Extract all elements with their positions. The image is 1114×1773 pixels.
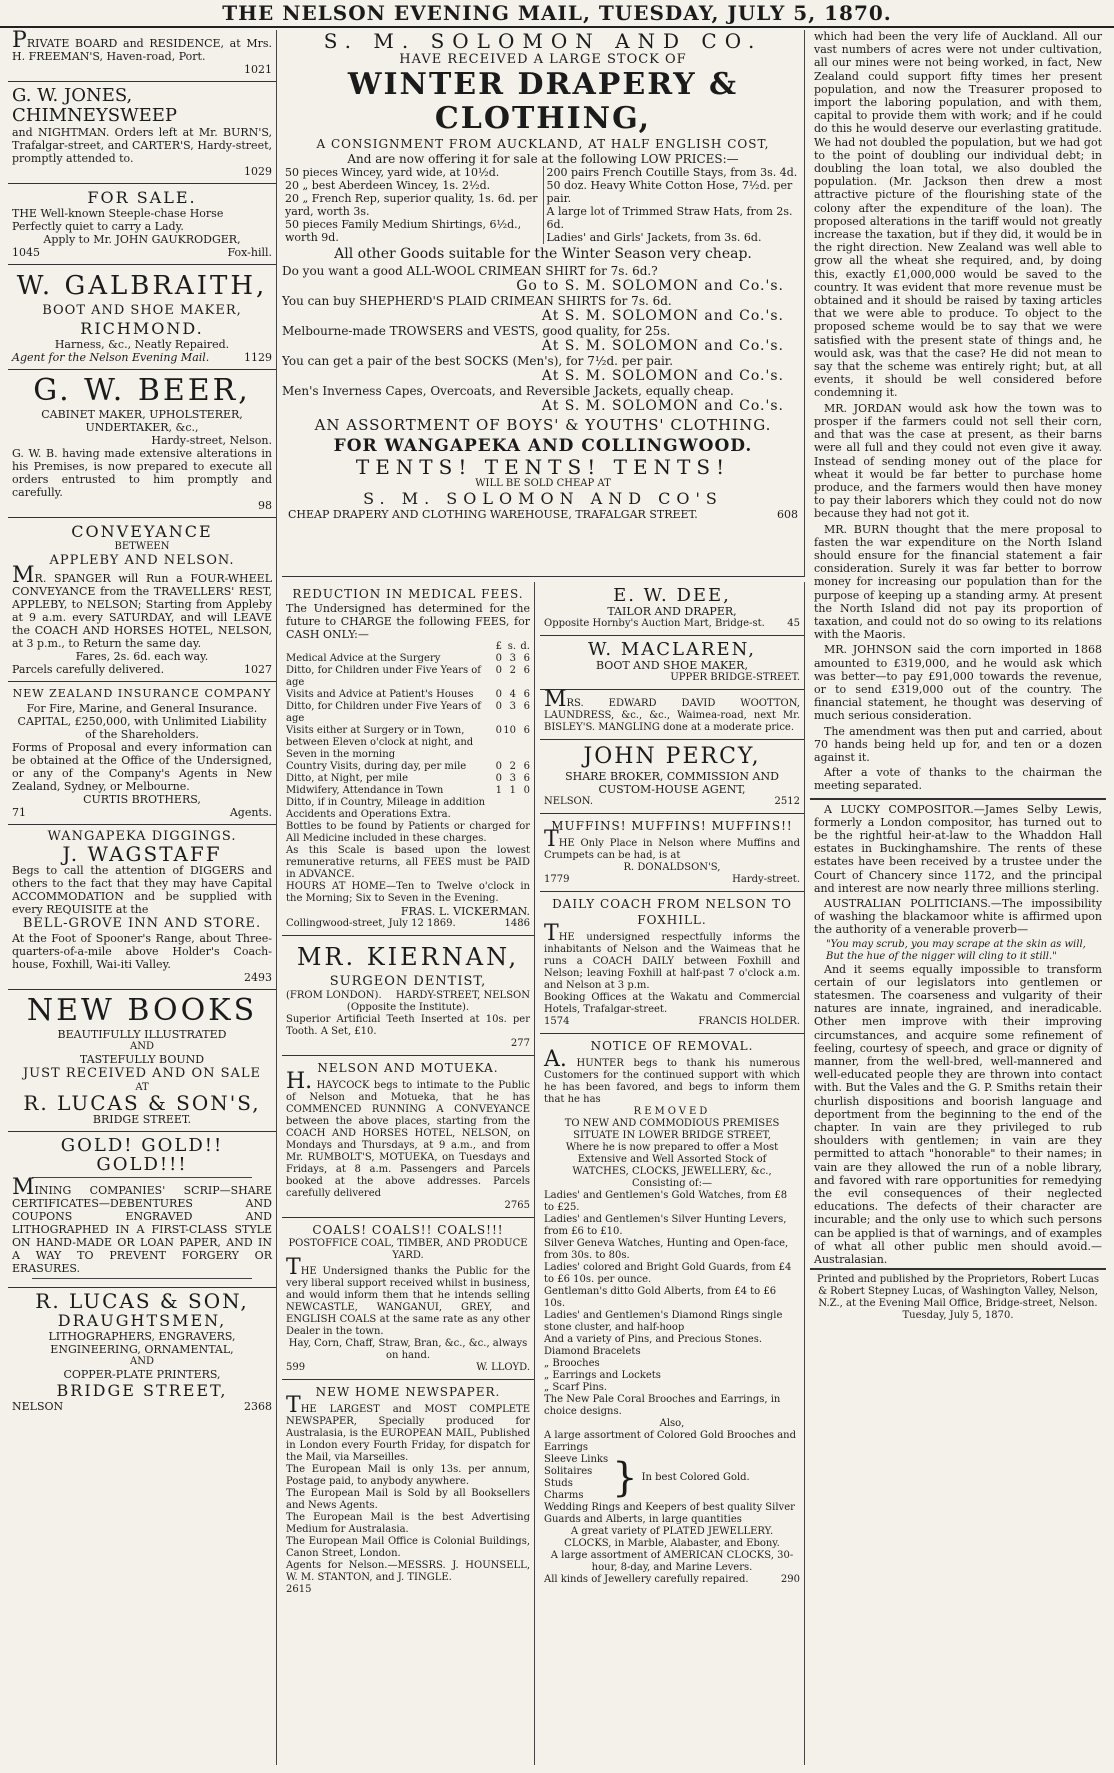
ad-coals: COALS! COALS!! COALS!!! POSTOFFICE COAL, TIMBER, AND PRODUCE YARD. THE Undersigned thanks the Public for the very liberal support received whilst in business, and would inform them that he intends selling NEWCASTLE, WANGANUI, GREY, and ENGLISH COALS at the same rate as any other Dealer in the town. Hay, Corn, Chaff, Straw, Bran, &c., &c., always on hand. 599 W. LLOYD.	[282, 1218, 534, 1380]
list-item: Ladies' and Gentlemen's Silver Hunting Levers, from £6 to £10.	[544, 1214, 787, 1237]
column-advertisements-middle-right	[540, 582, 805, 1765]
brace-icon: }	[612, 1455, 638, 1501]
ad-daily-coach: DAILY COACH FROM NELSON TO FOXHILL. THE undersigned respectfully informs the inhabitants of Nelson and the Waimeas that he runs a COACH DAILY between Foxhill and Nelson; leaving Foxhill at half-past 7 o'clock a.m. and Nelson at 3 p.m. Booking Offices at the Wakatu and Commercial Hotels, Trafalgar-street. 1574 FRANCIS HOLDER.	[540, 892, 804, 1034]
ad-private-board: PRIVATE BOARD and RESIDENCE, at Mrs. H. FREEMAN'S, Haven-road, Port. 1021	[8, 30, 276, 82]
masthead: THE NELSON EVENING MAIL, TUESDAY, JULY 5, 1870.	[0, 0, 1114, 28]
ad-nelson-motueka: NELSON AND MOTUEKA. H. HAYCOCK begs to intimate to the Public of Nelson and Motueka, that he has COMMENCED RUNNING A CONVEYANCE between the above places, starting from the COACH AND HORSES HOTEL, NELSON, on Mondays and Thursdays, at 9 a.m., and from Mr. RUMBOLT'S, MOTUEKA, on Tuesdays and Fridays, at 8 a.m. Passengers and Parcels booked at the above addresses. Parcels carefully delivered 2765	[282, 1056, 534, 1218]
list-item: Ladies' and Gentlemen's Diamond Rings single stone cluster, and half-hoop	[544, 1310, 783, 1333]
table-row: Ditto, if in Country, Mileage in addition	[286, 797, 486, 808]
ad-john-percy: JOHN PERCY, SHARE BROKER, COMMISSION AND CUSTOM-HOUSE AGENT, NELSON. 2512	[540, 740, 804, 814]
ad-gold: GOLD! GOLD!! GOLD!!! MINING COMPANIES' SCRIP—SHARE CERTIFICATES—DEBENTURES AND COUPONS ENGRAVED AND LITHOGRAPHED IN A FIRST-CLASS STYLE ON HAND-MADE OR LOAN PAPER, AND IN A WAY TO PREVENT FORGERY OR ERASURES.	[8, 1132, 276, 1288]
ad-medical-fees: REDUCTION IN MEDICAL FEES. The Undersigned has determined for the future to CHARGE the following FEES, for CASH ONLY:— £ s. d. Medical Advice at the Surgery 0 3 6 Ditto, for Children under Five Years of age 0 2 6 Visits and Advice at Patient's Houses 0 4 6 Ditto, for Children under Five Years of age 0 3 6 Visits either at Surgery or in Town, between Eleven o'clock at night, and Seven in the morning 0 10 6 Country Visits, during day, per mile 0 2 6 Ditto, at Night, per mile 0 3 6 Midwifery, Attendance in Town 1 1 0 Ditto, if in Country, Mileage in addition Accidents and Operations Extra. Bottles to be found by Patients or charged for All Medicine included in these charges. As this Scale is based upon the lowest remunerative returns, all FEES must be PAID in ADVANCE. HOURS AT HOME—Ten to Twelve o'clock in the Morning; Six to Seven in the Evening. FRAS. L. VICKERMAN. Collingwood-street, July 12 1869. 1486	[282, 582, 534, 936]
ad-wootton-laundress: MRS. EDWARD DAVID WOOTTON, LAUNDRESS, &c., &c., Waimea-road, next Mr. BISLEY'S. MANGLING done at a moderate price.	[540, 690, 804, 740]
imprint: Printed and published by the Proprietors, Robert Lucas & Robert Stepney Lucas, of Washington Valley, Nelson, N.Z., at the Evening Mail Office, Bridge-street, Nelson. Tuesday, July 5, 1870.	[810, 1268, 1106, 1326]
table-row: Medical Advice at the Surgery 0 3 6	[286, 653, 530, 664]
column-advertisements-middle-left	[282, 582, 535, 1765]
table-row: Country Visits, during day, per mile 0 2 6	[286, 761, 530, 772]
ad-for-sale-horse: FOR SALE. THE Well-known Steeple-chase Horse Perfectly quiet to carry a Lady. Apply to Mr. JOHN GAUKRODGER, 1045 Fox-hill.	[8, 184, 276, 265]
editorial-report: which had been the very life of Auckland. All our vast numbers of acres were not under cultivation, all our mines were not being worked, in fact, New Zealand could support fifty times her present population, and now the Treasurer proposed to import the laboring population, and with them, capital to provide them with work; and if he could do this he would deserve our everlasting gratitude. We had not doubled the population, but we had got to the point of doubling our individual debt; in doubling the loan total, we also doubled the population. (Mr. Jackson then drew a most attractive picture of the flourishing state of the colony after the expenditure of the loan). The proposed alterations in the tariff would not greatly increase the taxation, but if they did, it would be in the right direction. New Zealand was well able to grow all the wheat she required, and, by doing this, exactly £1,000,000 would be saved to the country. It was evident that more revenue must be obtained and it should be raised by taxing articles that we were able to produce. To object to the proposed scheme would be to say that we were satisfied with the present state of things and, he would ask, was that the case? He did not mean to say that the scheme was entirely right; but, at all events, it should be well considered before condemning it. MR. JORDAN would ask how the town was to prosper if the farmers could not sell their corn, and that was the case at present, as their barns were all full and they could not even give it away. Instead of sending money out of the place for wheat it would be far better to purchase home produce, and the farmers would then have money to pay their laborers which they could not do now because they had not got it. MR. BURN thought that the mere proposal to fasten the war expenditure on the North Island should ensure for the financial statement a fair consideration. Surely it was far better to borrow money for increasing our population than for the purpose of keeping up a standing army. At present the North Island did not pay its proportion of taxation, and could not do so owing to its relations with the Maoris. MR. JOHNSON said the corn imported in 1868 amounted to £319,000, and he would ask which was better—to pay £91,000 towards the revenue, or to send £319,000 out of the country. The financial statement, he thought was deserving of much serious consideration. The amendment was then put and carried, about 70 hands being held up for, and ten or a dozen against it. After a vote of thanks to the chairman the meeting separated.	[810, 30, 1106, 800]
ad-beer: G. W. BEER, CABINET MAKER, UPHOLSTERER, UNDERTAKER, &c., Hardy-street, Nelson. G. W. B. having made extensive alterations in his Premises, is now prepared to execute all orders entrusted to him promptly and carefully. 98	[8, 370, 276, 518]
ad-kiernan-dentist: MR. KIERNAN, SURGEON DENTIST, (FROM LONDON). HARDY-STREET, NELSON (Opposite the Institute). Superior Artificial Teeth Inserted at 10s. per Tooth. A Set, £10. 277	[282, 936, 534, 1056]
list-item: „ Scarf Pins.	[544, 1382, 608, 1393]
ad-new-home-newspaper: NEW HOME NEWSPAPER. THE LARGEST and MOST COMPLETE NEWSPAPER, Specially produced for Australasia, is the EUROPEAN MAIL, Published in London every Fourth Friday, for dispatch for the Mail, via Marseilles. The European Mail is only 13s. per annum, Postage paid, to anybody anywhere. The European Mail is Sold by all Booksellers and News Agents. The European Mail is the best Advertising Medium for Australasia. The European Mail Office is Colonial Buildings, Canon Street, London. Agents for Nelson.—MESSRS. J. HOUNSELL, W. M. STANTON, and J. TINGLE. 2615	[286, 1385, 530, 1595]
solomon-price-list: 50 pieces Wincey, yard wide, at 10½d. 20 „ best Aberdeen Wincey, 1s. 2½d. 20 „ French Rep, superior quality, 1s. 6d. per yard, worth 3s. 50 pieces Family Medium Shirtings, 6½d., worth 9d. 200 pairs French Coutille Stays, from 3s. 4d. 50 doz. Heavy White Cotton Hose, 7½d. per pair. A large lot of Trimmed Straw Hats, from 2s. 6d. Ladies' and Girls' Jackets, from 3s. 6d.	[282, 166, 804, 244]
table-row: Ditto, for Children under Five Years of age 0 3 6	[286, 701, 530, 724]
ad-conveyance: CONVEYANCE BETWEEN APPLEBY AND NELSON. MR. SPANGER will Run a FOUR-WHEEL CONVEYANCE from the TRAVELLERS' REST, APPLEBY, to NELSON; Starting from Appleby at 9 a.m. every SATURDAY, and will LEAVE the COACH AND HORSES HOTEL, NELSON, at 3 p.m., to Return the same day. Fares, 2s. 6d. each way. Parcels carefully delivered. 1027	[8, 518, 276, 682]
list-item: The New Pale Coral Brooches and Earrings, in choice designs.	[544, 1394, 781, 1417]
ad-maclaren-boots: W. MACLAREN, BOOT AND SHOE MAKER, UPPER BRIDGE-STREET.	[540, 636, 804, 690]
list-item: „ Brooches	[544, 1358, 600, 1369]
table-row: Visits either at Surgery or in Town, between Eleven o'clock at night, and Seven in the morning 0 10 6	[286, 725, 530, 760]
article-australian-politicians: AUSTRALIAN POLITICIANS.—The impossibility of washing the blackamoor white is affirmed upon the authority of a venerable proverb—	[814, 897, 1102, 937]
column-editorial: which had been the very life of Auckland. All our vast numbers of acres were not under cultivation, all our mines were not being worked, in fact, New Zealand could support fifty times her present population, and now the Treasurer proposed to import the laboring population, and with them, capital to provide them with work; and if he could do this he would deserve our everlasting gratitude. We had not doubled the population, but we had got to the point of doubling our individual debt; in doubling the loan total, we also doubled the population. (Mr. Jackson then drew a most attractive picture of the flourishing state of the colony after the expenditure of the loan). The proposed alterations in the tariff would not greatly increase the taxation, but if they did, it would be in the right direction. New Zealand was well able to grow all the wheat she required, and, by doing this, exactly £1,000,000 would be saved to the country. It was evident that more revenue must be obtained and it should be raised by taxing articles that we were able to produce. To object to the proposed scheme would be to say that we were satisfied with the present state of things and, he would ask, was that the case? He did not mean to say that the scheme was entirely right; but, at all events, it should be well considered before condemning it. MR. JORDAN would ask how the town was to prosper if the farmers could not sell their corn, and that was the case at present, as their barns were all full and they could not even give it away. Instead of sending money out of the place for wheat it would be far better to purchase home produce, and the farmers would then have money to pay their laborers which they could not do now because they had not got it. MR. BURN thought that the mere proposal to fasten the war expenditure on the North Island should ensure for the financial statement a fair consideration. Surely it was far better to borrow money for increasing our population than for the purpose of keeping up a standing army. At present the North Island did not pay its proportion of taxation, and could not do so owing to its relations with the Maoris. MR. JOHNSON said the corn imported in 1868 amounted to £319,000, and he would ask which was better—to pay £91,000 towards the revenue, or to send £319,000 out of the country. The financial statement, he thought was deserving of much serious consideration. The amendment was then put and carried, about 70 hands being held up for, and ten or a dozen against it. After a vote of thanks to the chairman the meeting separated. A LUCKY COMPOSITOR.—James Selby Lewis, formerly a London compositor, has turned out to be the rightful heir-at-law to the Whaddon Hall estates in Buckinghamshire. The rents of these estates have been received by a trustee under the Court of Chancery since 1172, and the principal and interest are now nearly three millions sterling. AUSTRALIAN POLITICIANS.—The impossibility of washing the blackamoor white is affirmed upon the authority of a venerable proverb— "You may scrub, you may scrape at the skin as will, But the hue of the nigger will cling to it still." And it seems equally impossible to transform certain of our legislators into gentlemen or statesmen. The coarseness and vulgarity of their natures are innate, ingrained, and ineradicable. Other men improve with their improving circumstances, and acquire some refinement of feeling, courtesy of speech, and grace or dignity of manner, from the well-bred, well-mannered and well-educated people they are thrown into contact with. But the Vales and the G. P. Smiths retain their churlish dispositions and boorish language and deportment from the beginning to the end of the chapter. In vain are they privileged to rub shoulders with gentlemen; in vain are they permitted to attach "honorable" to their names; in vain are they allowed the run of a noble library, and favored with rare opportunities for remedying the evil consequences of their neglected educations. The defects of their character are incurable; and the only use to which such persons can be applied is that of warnings, and of examples of what all other public men should avoid.—Australasian. Printed and published by the Proprietors, Robert Lucas & Robert Stepney Lucas, of Washington Valley, Nelson, N.Z., at the Evening Mail Office, Bridge-street, Nelson. Tuesday, July 5, 1870.	[810, 30, 1106, 1765]
article-lucky-compositor: A LUCKY COMPOSITOR.—James Selby Lewis, formerly a London compositor, has turned out to be the rightful heir-at-law to the Whaddon Hall estates in Buckinghamshire. The rents of these estates have been received by a trustee under the Court of Chancery since 1172, and the principal and interest are now nearly three millions sterling.	[814, 802, 1102, 895]
table-row: Accidents and Operations Extra.	[286, 809, 451, 820]
ad-new-books: NEW BOOKS BEAUTIFULLY ILLUSTRATED AND TASTEFULLY BOUND JUST RECEIVED AND ON SALE AT R. LUCAS & SON'S, BRIDGE STREET.	[8, 990, 276, 1132]
column-advertisements-left	[8, 30, 277, 1765]
list-item: Gentleman's ditto Gold Alberts, from £4 to £6 10s.	[544, 1286, 777, 1309]
ad-dee-tailor: E. W. DEE, TAILOR AND DRAPER, Opposite Hornby's Auction Mart, Bridge-st. 45	[540, 582, 804, 636]
list-item: Ladies' colored and Bright Gold Guards, from £4 to £6 10s. per ounce.	[544, 1262, 792, 1285]
table-row: Midwifery, Attendance in Town 1 1 0	[286, 785, 530, 796]
ad-muffins: MUFFINS! MUFFINS! MUFFINS!! THE Only Place in Nelson where Muffins and Crumpets can be had, is at R. DONALDSON'S, 1779 Hardy-street.	[540, 814, 804, 892]
ad-lucas-son: R. LUCAS & SON, DRAUGHTSMEN, LITHOGRAPHERS, ENGRAVERS, ENGINEERING, ORNAMENTAL, AND COPPER-PLATE PRINTERS, BRIDGE STREET, NELSON 2368	[12, 1289, 272, 1413]
list-item: Ladies' and Gentlemen's Gold Watches, from £8 to £25.	[544, 1190, 788, 1213]
table-row: Ditto, at Night, per mile 0 3 6	[286, 773, 530, 784]
list-item: „ Earrings and Lockets	[544, 1370, 661, 1381]
ad-chimney-sweep: G. W. JONES, CHIMNEYSWEEP and NIGHTMAN. Orders left at Mr. BURN'S, Trafalgar-street, and CARTER'S, Hardy-street, promptly attended to. 1029	[8, 82, 276, 184]
fees-table: £ s. d. Medical Advice at the Surgery 0 3 6 Ditto, for Children under Five Years of age 0 2 6 Visits and Advice at Patient's Houses 0 4 6 Ditto, for Children under Five Years of age 0 3 6 Visits either at Surgery or in Town, between Eleven o'clock at night, and Seven in the morning 0 10 6 Country Visits, during day, per mile 0 2 6 Ditto, at Night, per mile 0 3 6 Midwifery, Attendance in Town 1 1 0 Ditto, if in Country, Mileage in addition Accidents and Operations Extra.	[286, 641, 530, 820]
ad-galbraith: W. GALBRAITH, BOOT AND SHOE MAKER, RICHMOND. Harness, &c., Neatly Repaired. Agent for the Nelson Evening Mail. 1129	[8, 265, 276, 370]
list-item: Silver Geneva Watches, Hunting and Open-face, from 30s. to 80s.	[544, 1238, 789, 1261]
list-item: Diamond Bracelets	[544, 1346, 641, 1357]
ad-wangapeka-diggings: WANGAPEKA DIGGINGS. J. WAGSTAFF Begs to call the attention of DIGGERS and others to the fact that they may have Capital ACCOMMODATION and be supplied with every REQUISITE at the BELL-GROVE INN AND STORE. At the Foot of Spooner's Range, about Three-quarters-of-a-mile above Holder's Coach-house, Foxhill, Wai-iti Valley. 2493	[8, 825, 276, 990]
ad-solomon: S. M. SOLOMON AND CO. HAVE RECEIVED A LARGE STOCK OF WINTER DRAPERY & CLOTHING, A CONSIGNMENT FROM AUCKLAND, AT HALF ENGLISH COST, And are now offering it for sale at the following LOW PRICES:— 50 pieces Wincey, yard wide, at 10½d. 20 „ best Aberdeen Wincey, 1s. 2½d. 20 „ French Rep, superior quality, 1s. 6d. per yard, worth 3s. 50 pieces Family Medium Shirtings, 6½d., worth 9d. 200 pairs French Coutille Stays, from 3s. 4d. 50 doz. Heavy White Cotton Hose, 7½d. per pair. A large lot of Trimmed Straw Hats, from 2s. 6d. Ladies' and Girls' Jackets, from 3s. 6d. All other Goods suitable for the Winter Season very cheap. Do you want a good ALL-WOOL CRIMEAN SHIRT for 7s. 6d.? Go to S. M. SOLOMON and Co.'s. You can buy SHEPHERD'S PLAID CRIMEAN SHIRTS for 7s. 6d. At S. M. SOLOMON and Co.'s. Melbourne-made TROWSERS and VESTS, good quality, for 25s. At S. M. SOLOMON and Co.'s. You can get a pair of the best SOCKS (Men's), for 7½d. per pair. At S. M. SOLOMON and Co.'s. Men's Inverness Capes, Overcoats, and Reversible Jackets, equally cheap. At S. M. SOLOMON and Co.'s. AN ASSORTMENT OF BOYS' & YOUTHS' CLOTHING. FOR WANGAPEKA AND COLLINGWOOD. TENTS! TENTS! TENTS! WILL BE SOLD CHEAP AT S. M. SOLOMON AND CO'S CHEAP DRAPERY AND CLOTHING WAREHOUSE, TRAFALGAR STREET. 608	[282, 30, 805, 577]
ad-notice-of-removal: NOTICE OF REMOVAL. A. HUNTER begs to thank his numerous Customers for the continued support with which he has been favored, and begs to inform them that he has REMOVED TO NEW AND COMMODIOUS PREMISES SITUATE IN LOWER BRIDGE STREET, Where he is now prepared to offer a Most Extensive and Well Assorted Stock of WATCHES, CLOCKS, JEWELLERY, &c., Consisting of:— Ladies' and Gentlemen's Gold Watches, from £8 to £25. Ladies' and Gentlemen's Silver Hunting Levers, from £6 to £10. Silver Geneva Watches, Hunting and Open-face, from 30s. to 80s. Ladies' colored and Bright Gold Guards, from £4 to £6 10s. per ounce. Gentleman's ditto Gold Alberts, from £4 to £6 10s. Ladies' and Gentlemen's Diamond Rings single stone cluster, and half-hoop And a variety of Pins, and Precious Stones. Diamond Bracelets „ Brooches „ Earrings and Lockets „ Scarf Pins. The New Pale Coral Brooches and Earrings, in choice designs. Also, A large assortment of Colored Gold Brooches and Earrings Sleeve Links Solitaires Studs Charms } In best Colored Gold. Wedding Rings and Keepers of best quality Silver Guards and Alberts, in large quantities A great variety of PLATED JEWELLERY. CLOCKS, in Marble, Alabaster, and Ebony. A large assortment of AMERICAN CLOCKS, 30-hour, 8-day, and Marine Levers. All kinds of Jewellery carefully repaired. 290	[544, 1039, 800, 1585]
ad-insurance: NEW ZEALAND INSURANCE COMPANY For Fire, Marine, and General Insurance. CAPITAL, £250,000, with Unlimited Liability of the Shareholders. Forms of Proposal and every information can be obtained at the Office of the Undersigned, or any of the Company's Agents in New Zealand, Sydney, or Melbourne. CURTIS BROTHERS, 71 Agents.	[8, 682, 276, 825]
list-item: And a variety of Pins, and Precious Stones.	[544, 1334, 763, 1345]
table-row: Visits and Advice at Patient's Houses 0 4 6	[286, 689, 530, 700]
table-row: Ditto, for Children under Five Years of age 0 2 6	[286, 665, 530, 688]
